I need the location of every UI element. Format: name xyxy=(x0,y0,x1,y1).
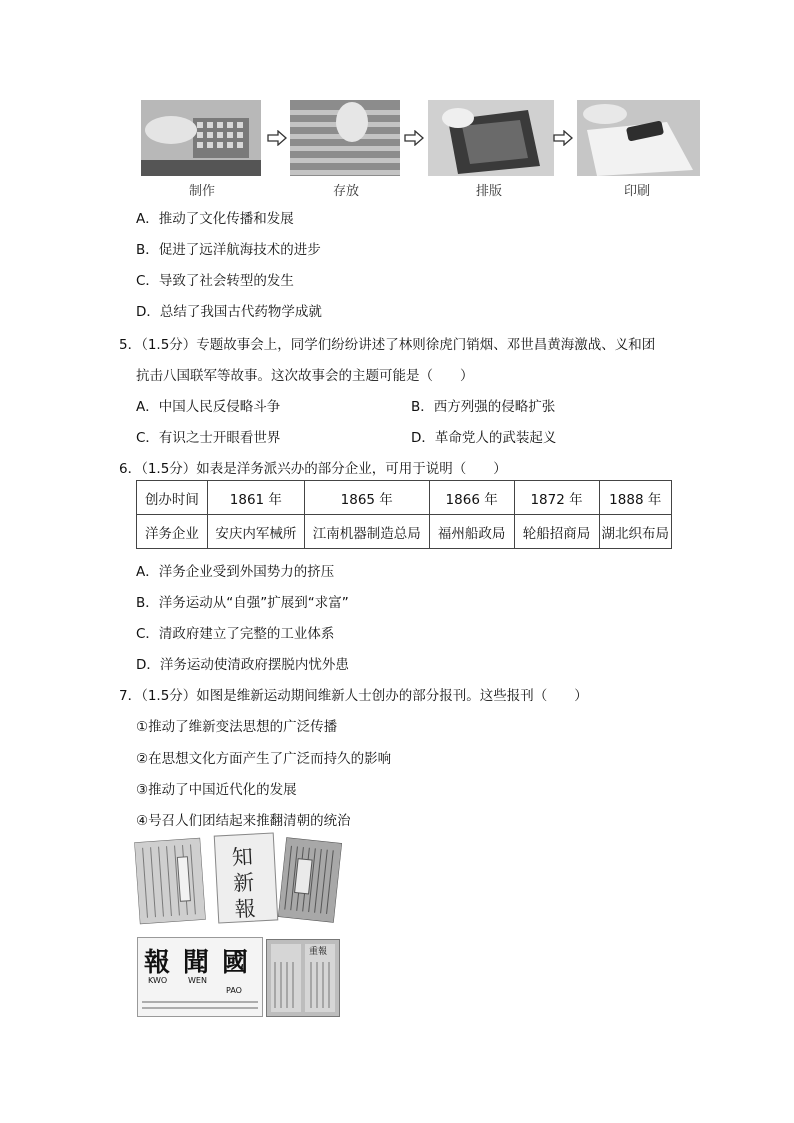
caption-typesetting: 排版 xyxy=(476,184,503,199)
q4-option-b[interactable]: B．促进了远洋航海技术的进步 xyxy=(136,242,321,258)
table-cell: 福州船政局 xyxy=(429,515,514,549)
q6-option-b[interactable]: B．洋务运动从“自强”扩展到“求富” xyxy=(136,595,349,611)
guowen-roman-1: KWO xyxy=(148,976,168,985)
newspaper-photo-1 xyxy=(134,838,206,924)
table-cell: 1872 年 xyxy=(514,481,599,515)
guowen-roman-2: WEN xyxy=(188,976,207,985)
guowen-char-3: 報 xyxy=(144,948,171,978)
newspaper-chongbao xyxy=(266,939,340,1017)
caption-storing: 存放 xyxy=(333,184,360,199)
process-photo-storing xyxy=(290,100,400,176)
q4-option-a[interactable]: A．推动了文化传播和发展 xyxy=(136,211,294,227)
guowen-roman-3: PAO xyxy=(226,986,242,995)
table-cell: 1865 年 xyxy=(304,481,429,515)
arrow-right-icon xyxy=(404,130,424,150)
table-cell: 安庆内军械所 xyxy=(207,515,304,549)
q5-stem-line2: 抗击八国联军等故事。这次故事会的主题可能是（ ） xyxy=(136,368,474,384)
table-cell: 1861 年 xyxy=(207,481,304,515)
newspaper-zhixin-bao xyxy=(214,832,279,923)
zhixin-char-3: 報 xyxy=(234,896,257,922)
q7-item-2: ②在思想文化方面产生了广泛而持久的影响 xyxy=(136,751,392,767)
chongbao-title: 重報 xyxy=(309,947,328,957)
table-row-header: 创办时间 xyxy=(137,481,208,515)
newspaper-guowen-bao xyxy=(137,937,263,1017)
newspaper-photo-3 xyxy=(278,837,342,922)
arrow-right-icon xyxy=(553,130,573,150)
q7-stem: 7．（1.5分）如图是维新运动期间维新人士创办的部分报刊。这些报刊（ ） xyxy=(119,688,588,704)
q7-item-3: ③推动了中国近代化的发展 xyxy=(136,782,297,798)
q6-stem: 6．（1.5分）如表是洋务派兴办的部分企业，可用于说明（ ） xyxy=(119,461,507,477)
q6-option-c[interactable]: C．清政府建立了完整的工业体系 xyxy=(136,626,335,642)
q5-option-b[interactable]: B．西方列强的侵略扩张 xyxy=(411,399,556,415)
q6-option-d[interactable]: D．洋务运动使清政府摆脱内忧外患 xyxy=(136,657,349,673)
process-photo-printing xyxy=(577,100,700,176)
q6-option-a[interactable]: A．洋务企业受到外国势力的挤压 xyxy=(136,564,335,580)
process-photo-making xyxy=(141,100,261,176)
q5-option-d[interactable]: D．革命党人的武装起义 xyxy=(411,430,557,446)
q4-option-d[interactable]: D．总结了我国古代药物学成就 xyxy=(136,304,322,320)
q5-option-c[interactable]: C．有识之士开眼看世界 xyxy=(136,430,281,446)
zhixin-char-1: 知 xyxy=(231,844,254,870)
table-cell: 湖北织布局 xyxy=(599,515,672,549)
enterprise-table xyxy=(136,480,672,549)
table-cell: 1888 年 xyxy=(599,481,672,515)
arrow-right-icon xyxy=(267,130,287,150)
q5-option-a[interactable]: A．中国人民反侵略斗争 xyxy=(136,399,281,415)
table-cell: 轮船招商局 xyxy=(514,515,599,549)
caption-making: 制作 xyxy=(189,184,216,199)
table-row-header: 洋务企业 xyxy=(137,515,208,549)
table-cell: 江南机器制造总局 xyxy=(304,515,429,549)
process-photo-typesetting xyxy=(428,100,554,176)
q4-option-c[interactable]: C．导致了社会转型的发生 xyxy=(136,273,294,289)
zhixin-char-2: 新 xyxy=(232,870,255,896)
guowen-char-1: 國 xyxy=(222,948,249,978)
q7-item-4: ④号召人们团结起来推翻清朝的统治 xyxy=(136,813,351,829)
q5-stem-line1: 5．（1.5分）专题故事会上，同学们纷纷讲述了林则徐虎门销烟、邓世昌黄海激战、义和团 xyxy=(119,337,656,353)
table-row xyxy=(137,481,672,515)
table-row xyxy=(137,515,672,549)
q7-item-1: ①推动了维新变法思想的广泛传播 xyxy=(136,719,338,735)
caption-printing: 印刷 xyxy=(624,184,651,199)
guowen-char-2: 聞 xyxy=(183,948,210,978)
table-cell: 1866 年 xyxy=(429,481,514,515)
